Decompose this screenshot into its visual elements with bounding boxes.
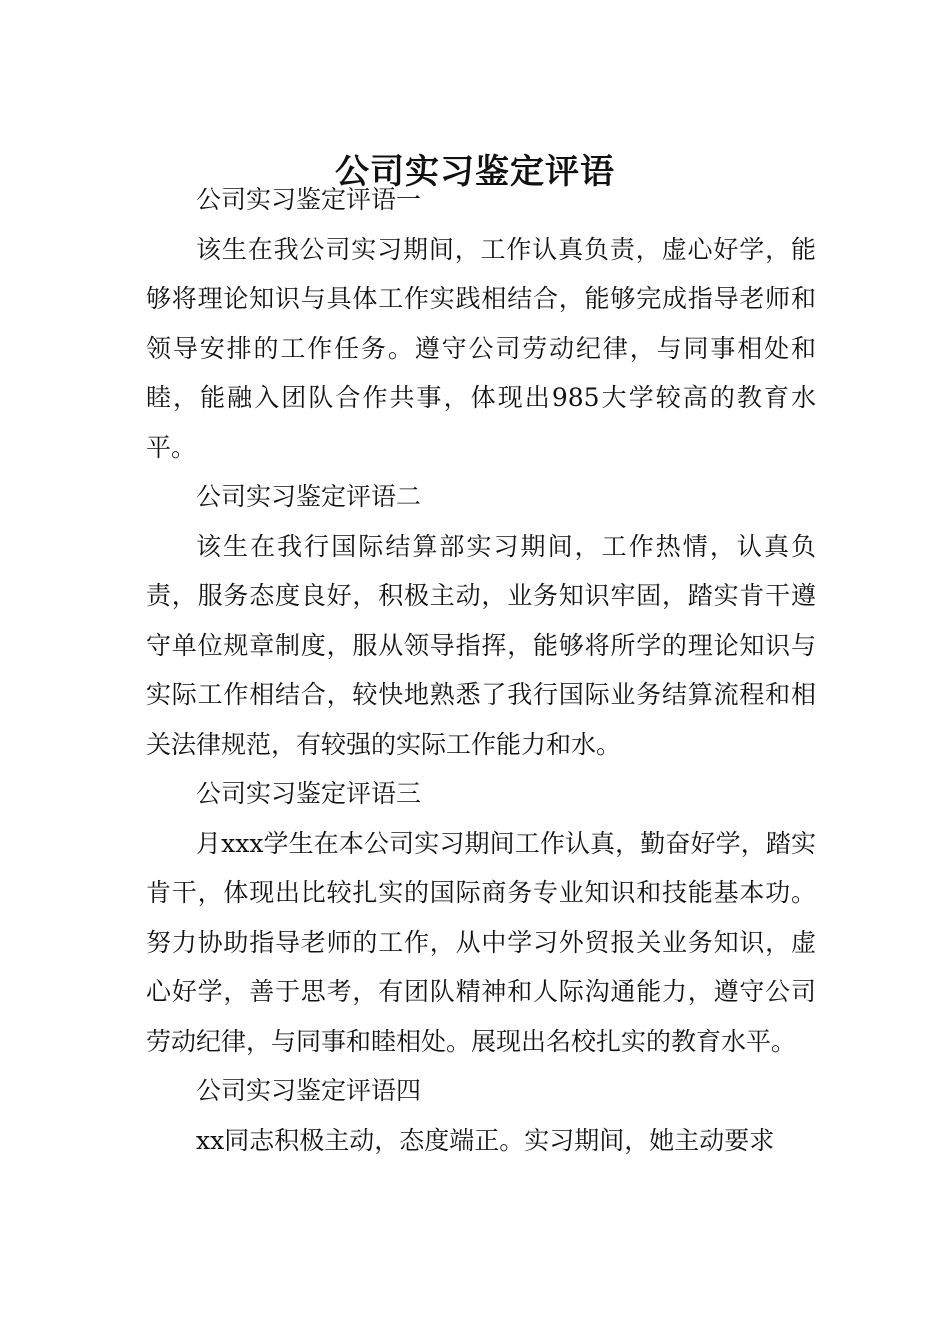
- section-4: [146, 1066, 816, 1165]
- section-body: 该生在我公司实习期间，工作认真负责，虚心好学，能够将理论知识与具体工作实践相结合，能够完成指导老师和领导安排的工作任务。遵守公司劳动纪律，与同事相处和睦，能融入团队合作共事，体现出985大学较高的教育水平。: [146, 234, 816, 462]
- document-title: 公司实习鉴定评语: [335, 151, 615, 192]
- section-3: [146, 769, 816, 1066]
- section-heading: 公司实习鉴定评语三: [196, 779, 422, 808]
- section-body: 月xxx学生在本公司实习期间工作认真，勤奋好学，踏实肯干，体现出比较扎实的国际商务专业知识和技能基本功。努力协助指导老师的工作，从中学习外贸报关业务知识，虚心好学，善于思考，有团队精神和人际沟通能力，遵守公司劳动纪律，与同事和睦相处。展现出名校扎实的教育水平。: [146, 828, 816, 1056]
- section-body: xx同志积极主动，态度端正。实习期间，她主动要求: [196, 1125, 775, 1155]
- section-heading: 公司实习鉴定评语一: [196, 185, 422, 214]
- section-heading: 公司实习鉴定评语二: [196, 482, 422, 511]
- section-heading: 公司实习鉴定评语四: [196, 1076, 422, 1105]
- section-2: [146, 472, 816, 769]
- section-body: 该生在我行国际结算部实习期间，工作热情，认真负责，服务态度良好，积极主动，业务知识牢固，踏实肯干遵守单位规章制度，服从领导指挥，能够将所学的理论知识与实际工作相结合，较快地熟悉了我行国际业务结算流程和相关法律规范，有较强的实际工作能力和水。: [146, 531, 816, 759]
- document-content: [146, 175, 816, 1165]
- section-1: [146, 175, 816, 472]
